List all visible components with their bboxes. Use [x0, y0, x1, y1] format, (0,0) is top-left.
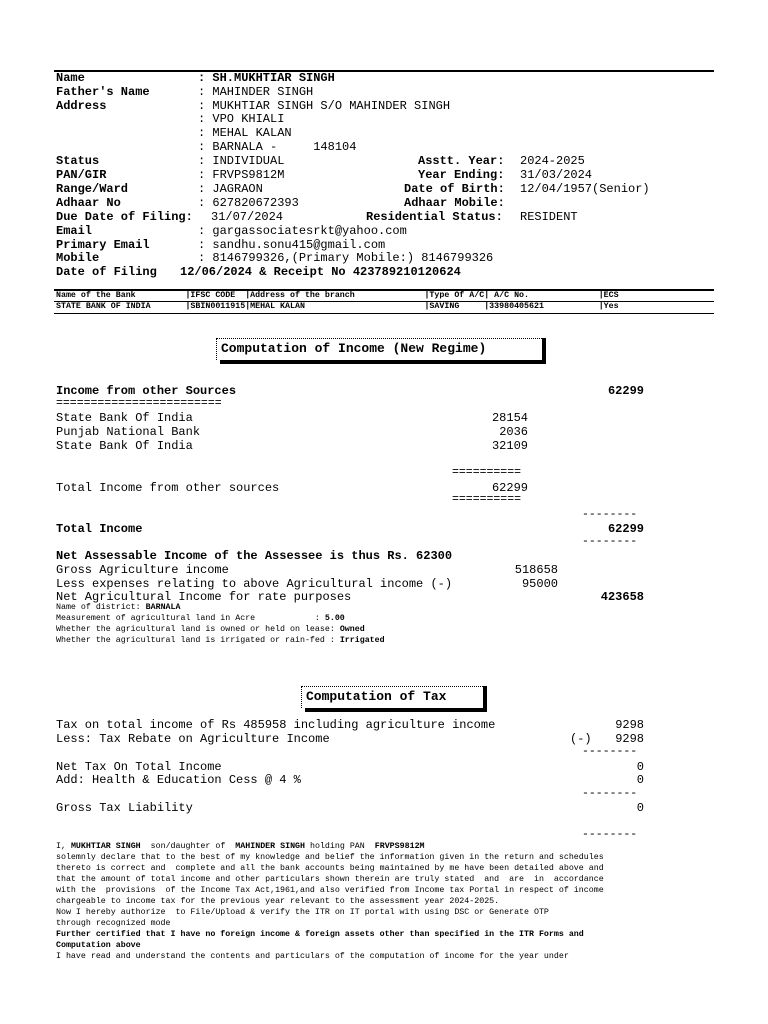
other-sources-label: Income from other Sources — [56, 384, 237, 398]
address-line-2: : VPO KHIALI — [198, 112, 285, 126]
district-label: Name of district: — [56, 603, 141, 612]
irrigated-label: Whether the agricultural land is irrigated or rain-fed : — [56, 636, 335, 645]
primary-email-label: Primary Email — [56, 238, 150, 252]
owned-label: Whether the agricultural land is owned or held on lease: — [56, 625, 335, 634]
net-agri-label: Net Agricultural Income for rate purposes — [56, 590, 352, 604]
residential-label: Residential Status: — [366, 210, 503, 224]
net-tax-value: 0 — [636, 760, 644, 774]
eq-line-1: ========== — [452, 466, 522, 479]
primary-email-value: : sandhu.sonu415@gmail.com — [198, 238, 386, 252]
father-label: Father's Name — [56, 85, 150, 99]
bank-table-row: STATE BANK OF INDIA |SBIN0011915|MEHAL KALAN |SAVING |33980405621 |Yes — [56, 302, 619, 311]
source-name-3: State Bank Of India — [56, 439, 193, 453]
owned-value: Owned — [339, 625, 365, 634]
aadhaar-label: Adhaar No — [56, 196, 121, 210]
district-row — [56, 604, 181, 612]
total-other-label: Total Income from other sources — [56, 481, 280, 495]
rebate-value: 9298 — [615, 732, 644, 746]
tax-heading: Computation of Tax — [306, 689, 447, 704]
aadhaar-mobile-label: Adhaar Mobile: — [404, 196, 505, 210]
less-expenses-value: 95000 — [521, 577, 558, 591]
tax-dash-line-2: -------- — [582, 787, 638, 800]
mobile-label: Mobile — [56, 251, 100, 265]
year-ending-label: Year Ending: — [418, 168, 505, 182]
irrigated-value: Irrigated — [339, 636, 385, 645]
total-income-label: Total Income — [56, 522, 143, 536]
gross-agri-label: Gross Agriculture income — [56, 563, 229, 577]
email-value: : gargassociatesrkt@yahoo.com — [198, 224, 407, 238]
measure-value: 5.00 — [324, 614, 345, 623]
declarant-father: MAHINDER SINGH — [235, 842, 306, 851]
declaration-line-4: with the provisions of the Income Tax Act,1961,and also verified from Income tax Portal in respect of income — [56, 886, 604, 895]
status-label: Status — [56, 154, 100, 168]
less-expenses-label: Less expenses relating to above Agricultural income (-) — [56, 577, 453, 591]
asst-year-label: Asstt. Year: — [418, 154, 505, 168]
declaration-line-3: that the amount of total income and other particulars shown therein are truly stated and are in accordance — [56, 875, 604, 884]
filing-value: 12/06/2024 & Receipt No 423789210120624 — [180, 265, 461, 279]
gross-tax-label: Gross Tax Liability — [56, 801, 193, 815]
declaration-line-9: Computation above — [56, 941, 141, 950]
declaration-intro: I, MUKHTIAR SINGH son/daughter of MAHINDER SINGH holding PAN FRVPS9812M — [56, 842, 425, 851]
net-agri-value: 423658 — [600, 590, 644, 604]
income-heading: Computation of Income (New Regime) — [221, 341, 487, 356]
declaration-line-10: I have read and understand the contents and particulars of the computation of income for the year under — [56, 952, 569, 961]
bank-table-header: Name of the Bank |IFSC CODE |Address of the branch |Type Of A/C| A/C No. |ECS — [56, 291, 619, 300]
dash-line-2: -------- — [582, 535, 638, 548]
address-label: Address — [56, 99, 107, 113]
tax-dash-line-3: -------- — [582, 828, 638, 841]
owned-row — [56, 626, 365, 634]
pan-label: PAN/GIR — [56, 168, 107, 182]
year-ending-value: 31/03/2024 — [520, 168, 593, 182]
status-value: : INDIVIDUAL — [198, 154, 285, 168]
email-label: Email — [56, 224, 93, 238]
name-value: : SH.MUKHTIAR SINGH — [198, 71, 335, 85]
asst-year-value: 2024-2025 — [520, 154, 585, 168]
source-amount-1: 28154 — [491, 411, 528, 425]
declarant-pan: FRVPS9812M — [374, 842, 425, 851]
declaration-line-5: chargeable to income tax for the previous year relevant to the assessment year 2024-2025. — [56, 897, 500, 906]
eq-line-2: ========== — [452, 493, 522, 506]
name-label: Name — [56, 71, 85, 85]
gross-tax-value: 0 — [636, 801, 644, 815]
net-assessable-income: Net Assessable Income of the Assessee is thus Rs. 62300 — [56, 549, 453, 563]
address-line-3: : MEHAL KALAN — [198, 126, 292, 140]
source-name-1: State Bank Of India — [56, 411, 193, 425]
residential-value: RESIDENT — [520, 210, 578, 224]
source-name-2: Punjab National Bank — [56, 425, 201, 439]
net-tax-label: Net Tax On Total Income — [56, 760, 222, 774]
dash-line-1: -------- — [582, 508, 638, 521]
father-value: : MAHINDER SINGH — [198, 85, 314, 99]
address-line-1: : MUKHTIAR SINGH S/O MAHINDER SINGH — [198, 99, 451, 113]
income-heading-box — [216, 338, 546, 364]
cess-label: Add: Health & Education Cess @ 4 % — [56, 773, 301, 787]
top-rule — [54, 70, 714, 72]
measure-label: Measurement of agricultural land in Acre : — [56, 614, 320, 623]
address-line-4: : BARNALA - 148104 — [198, 140, 357, 154]
gross-agri-value: 518658 — [514, 563, 558, 577]
due-date-label: Due Date of Filing: — [56, 210, 193, 224]
district-value: BARNALA — [145, 603, 181, 612]
pan-value: : FRVPS9812M — [198, 168, 285, 182]
tax-total-label: Tax on total income of Rs 485958 including agriculture income — [56, 718, 496, 732]
bank-table-bottom-rule — [54, 313, 714, 314]
declarant-name: MUKHTIAR SINGH — [70, 842, 141, 851]
declaration-line-6: Now I hereby authorize to File/Upload & verify the ITR on IT portal with using DSC or Generate OTP — [56, 908, 549, 917]
declaration-line-2: thereto is correct and complete and all the bank accounts being maintained by me have been detailed above and — [56, 864, 604, 873]
source-amount-3: 32109 — [491, 439, 528, 453]
due-date-value: 31/07/2024 — [211, 210, 284, 224]
source-amount-2: 2036 — [499, 425, 528, 439]
cess-value: 0 — [636, 773, 644, 787]
dob-label: Date of Birth: — [404, 182, 505, 196]
range-label: Range/Ward — [56, 182, 129, 196]
measure-row — [56, 615, 345, 623]
other-sources-total: 62299 — [607, 384, 644, 398]
declaration-line-1: solemnly declare that to the best of my knowledge and belief the information given in the return and schedules — [56, 853, 604, 862]
irrigated-row — [56, 637, 385, 645]
declaration-line-7: through recognized mode — [56, 919, 171, 928]
rebate-label: Less: Tax Rebate on Agriculture Income — [56, 732, 330, 746]
aadhaar-value: : 627820672393 — [198, 196, 299, 210]
income-heading-dots-top — [216, 338, 542, 339]
total-income-value: 62299 — [607, 522, 644, 536]
declaration-line-8: Further certified that I have no foreign income & foreign assets other than specified in the ITR Forms and — [56, 930, 584, 939]
rebate-sign: (-) — [570, 732, 592, 746]
filing-label: Date of Filing — [56, 265, 157, 279]
total-other-value: 62299 — [491, 481, 528, 495]
tax-dash-line-1: -------- — [582, 745, 638, 758]
dob-value: 12/04/1957(Senior) — [520, 182, 650, 196]
tax-total-value: 9298 — [615, 718, 644, 732]
mobile-value: : 8146799326,(Primary Mobile:) 8146799326 — [198, 251, 494, 265]
other-sources-underline: ======================== — [56, 397, 222, 410]
tax-heading-box — [301, 686, 487, 712]
range-value: : JAGRAON — [198, 182, 263, 196]
